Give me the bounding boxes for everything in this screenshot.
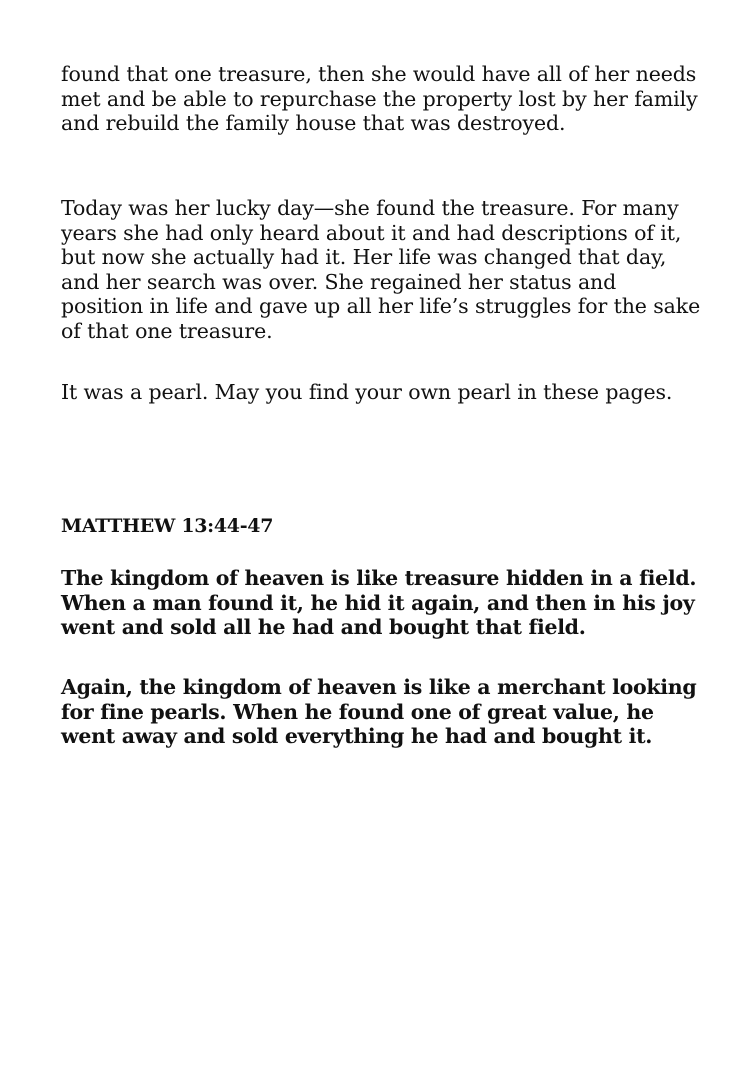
scripture-verse: Again, the kingdom of heaven is like a merchant looking for fine pearls. When he found one of great value, he went away and sold everything he had and bought it.	[61, 675, 697, 748]
body-paragraph: It was a pearl. May you find your own pearl in these pages.	[61, 380, 673, 404]
scripture-verse: The kingdom of heaven is like treasure hidden in a field. When a man found it, he hid it again, and then in his joy went and sold all he had and bought that field.	[61, 566, 697, 639]
body-paragraph: Today was her lucky day—she found the treasure. For many years she had only heard about it and had descriptions of it, but now she actually had it. Her life was changed that day, and her search was over. She regained her status and position in life and gave up all her life’s struggles for the sake of that one treasure.	[61, 196, 701, 343]
body-paragraph: found that one treasure, then she would have all of her needs met and be able to repurchase the property lost by her family and rebuild the family house that was destroyed.	[61, 62, 698, 135]
scripture-heading: MATTHEW 13:44-47	[61, 515, 274, 537]
